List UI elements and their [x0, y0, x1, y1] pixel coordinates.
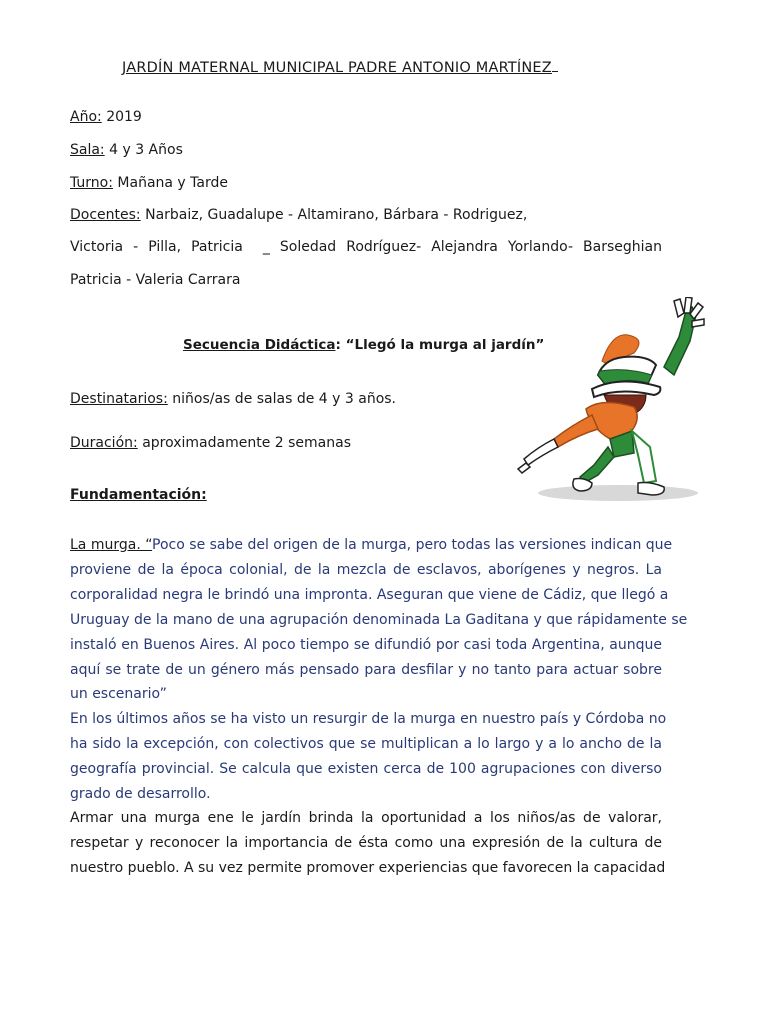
- room-value: 4 y 3 Años: [109, 142, 183, 158]
- teachers-line-2: Victoria - Pilla, Patricia _ Soledad Rodríguez- Alejandra Yorlando- Barseghian: [70, 239, 662, 255]
- sequence-label: Secuencia Didáctica: [183, 337, 336, 353]
- paragraph-1-line-5: instaló en Buenos Aires. Al poco tiempo se difundió por casi toda Argentina, aunque: [70, 637, 662, 653]
- sequence-title: : “Llegó la murga al jardín”: [335, 337, 545, 353]
- paragraph-3-line-1: Armar una murga ene le jardín brinda la oportunidad a los niños/as de valorar,: [70, 810, 662, 826]
- paragraph-2-line-3: geografía provincial. Se calcula que existen cerca de 100 agrupaciones con diverso: [70, 761, 662, 777]
- duration-value: aproximadamente 2 semanas: [142, 435, 351, 451]
- teachers-row: [70, 206, 527, 224]
- recipients-row: [70, 390, 396, 408]
- paragraph-1-line-7: un escenario”: [70, 686, 167, 702]
- year-row: [70, 108, 142, 126]
- paragraph-1-line-1: La murga. “Poco se sabe del origen de la murga, pero todas las versiones indican que: [70, 537, 673, 553]
- rationale-heading: Fundamentación:: [70, 487, 207, 503]
- paragraph-1-line-6: aquí se trate de un género más pensado para desfilar y no tanto para actuar sobre: [70, 662, 662, 678]
- teachers-line-3: Patricia - Valeria Carrara: [70, 272, 241, 288]
- duration-row: [70, 434, 351, 452]
- recipients-value: niños/as de salas de 4 y 3 años.: [172, 391, 396, 407]
- room-label: Sala:: [70, 142, 105, 158]
- room-row: [70, 141, 183, 159]
- paragraph-1-line-3: corporalidad negra le brindó una impronta. Aseguran que viene de Cádiz, que llegó a: [70, 587, 669, 603]
- shift-row: [70, 174, 228, 192]
- murga-dancer-illustration: [514, 297, 706, 507]
- shift-value: Mañana y Tarde: [117, 175, 228, 191]
- year-value: 2019: [106, 109, 142, 125]
- paragraph-3-line-3: nuestro pueblo. A su vez permite promover experiencias que favorecen la capacidad: [70, 860, 666, 876]
- recipients-label: Destinatarios:: [70, 391, 168, 407]
- paragraph-1-line-2: proviene de la época colonial, de la mezcla de esclavos, aborígenes y negros. La: [70, 562, 662, 578]
- year-label: Año:: [70, 109, 102, 125]
- duration-label: Duración:: [70, 435, 138, 451]
- paragraph-2-line-1: En los últimos años se ha visto un resurgir de la murga en nuestro país y Córdoba no: [70, 711, 667, 727]
- paragraph-2-line-2: ha sido la excepción, con colectivos que se multiplican a lo largo y a lo ancho de la: [70, 736, 662, 752]
- shift-label: Turno:: [70, 175, 113, 191]
- sequence-heading: [183, 336, 544, 354]
- paragraph-2-line-4: grado de desarrollo.: [70, 786, 211, 802]
- document-title: JARDÍN MATERNAL MUNICIPAL PADRE ANTONIO MARTÍNEZ: [122, 57, 558, 77]
- teachers-label: Docentes:: [70, 207, 141, 223]
- teachers-line-1: Narbaiz, Guadalupe - Altamirano, Bárbara - Rodriguez,: [145, 207, 528, 223]
- paragraph-1-line-4: Uruguay de la mano de una agrupación denominada La Gaditana y que rápidamente se: [70, 612, 688, 628]
- murga-label: La murga. “: [70, 537, 153, 553]
- paragraph-3-line-2: respetar y reconocer la importancia de ésta como una expresión de la cultura de: [70, 835, 662, 851]
